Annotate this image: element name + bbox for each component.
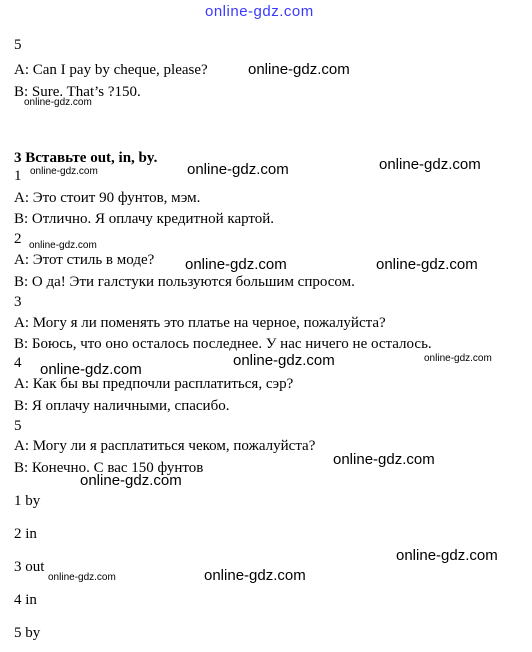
exercise-heading: 3 Вставьте out, in, by. <box>14 150 158 166</box>
answer-item: 5 by <box>14 625 41 641</box>
watermark: online-gdz.com <box>204 567 306 584</box>
item-number: 5 <box>14 418 22 434</box>
watermark: online-gdz.com <box>248 61 350 78</box>
dialogue-line: A: Могу я ли поменять это платье на черное, пожалуйста? <box>14 315 386 331</box>
answer-item: 3 out <box>14 559 45 575</box>
watermark: online-gdz.com <box>187 161 289 178</box>
dialogue-line: B: Конечно. С вас 150 фунтов <box>14 460 204 476</box>
watermark: online-gdz.com <box>80 472 182 489</box>
watermark: online-gdz.com <box>48 572 116 583</box>
watermark: online-gdz.com <box>424 353 492 364</box>
dialogue-line: B: Sure. That’s ?150. <box>14 84 141 100</box>
dialogue-line: A: Этот стиль в моде? <box>14 252 155 268</box>
item-number: 3 <box>14 294 22 310</box>
watermark: online-gdz.com <box>29 240 97 251</box>
watermark: online-gdz.com <box>396 547 498 564</box>
dialogue-line: B: Я оплачу наличными, спасибо. <box>14 398 230 414</box>
item-number: 1 <box>14 168 22 184</box>
item-number: 4 <box>14 355 22 371</box>
dialogue-line: A: Как бы вы предпочли расплатиться, сэр? <box>14 376 294 392</box>
dialogue-line: A: Это стоит 90 фунтов, мэм. <box>14 190 201 206</box>
watermark: online-gdz.com <box>333 451 435 468</box>
answer-item: 4 in <box>14 592 37 608</box>
watermark: online-gdz.com <box>185 256 287 273</box>
watermark-top: online-gdz.com <box>205 3 314 20</box>
watermark: online-gdz.com <box>376 256 478 273</box>
watermark: online-gdz.com <box>233 352 335 369</box>
dialogue-line: B: Боюсь, что оно осталось последнее. У нас ничего не осталось. <box>14 336 432 352</box>
item-number: 2 <box>14 231 22 247</box>
item-number: 5 <box>14 37 22 53</box>
dialogue-line: A: Могу ли я расплатиться чеком, пожалуйста? <box>14 438 316 454</box>
watermark: online-gdz.com <box>24 97 92 108</box>
dialogue-line: A: Can I pay by cheque, please? <box>14 62 208 78</box>
dialogue-line: B: Отлично. Я оплачу кредитной картой. <box>14 211 275 227</box>
dialogue-line: B: О да! Эти галстуки пользуются большим спросом. <box>14 274 355 290</box>
answer-item: 2 in <box>14 526 37 542</box>
watermark: online-gdz.com <box>40 361 142 378</box>
answer-item: 1 by <box>14 493 41 509</box>
watermark: online-gdz.com <box>30 166 98 177</box>
watermark: online-gdz.com <box>379 156 481 173</box>
